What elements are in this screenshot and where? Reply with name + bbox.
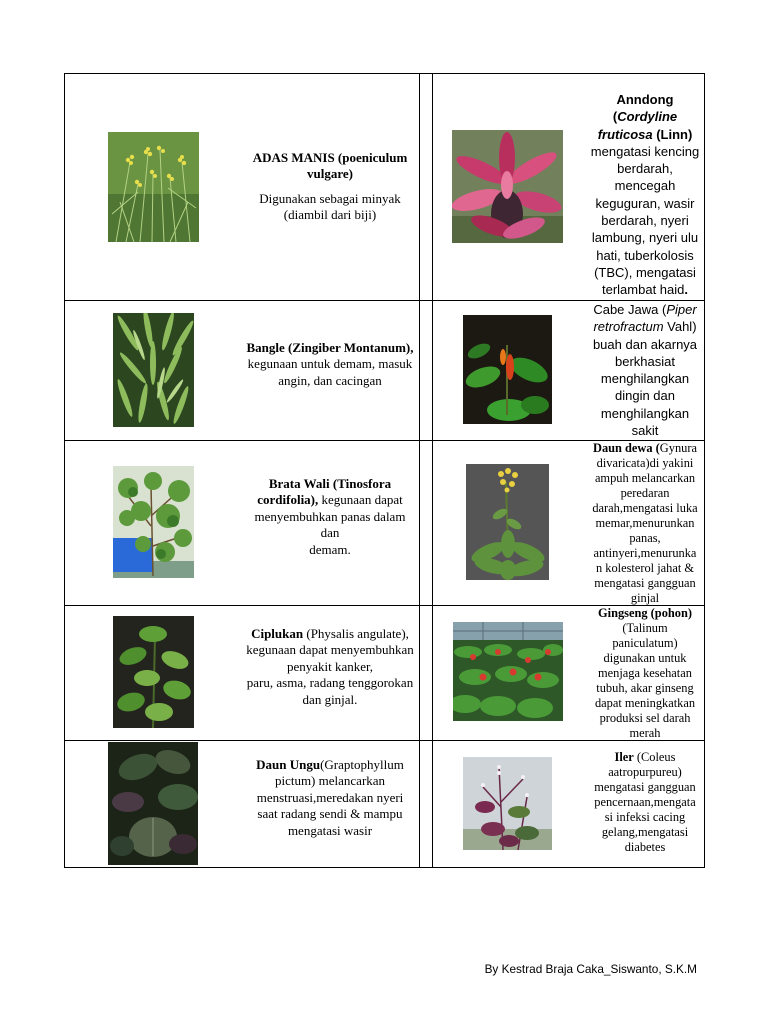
table-border-top: [64, 73, 705, 74]
text-segment: menjaga kesehatan: [598, 666, 692, 680]
text-line: [586, 825, 704, 840]
text-segment: (Physalis angulate),: [303, 626, 409, 641]
text-segment: lambung, nyeri ulu: [591, 230, 699, 246]
text-segment: mengatasi kencing: [590, 143, 700, 159]
text-segment: keguguran, wasir: [595, 195, 695, 211]
text-line: [586, 456, 704, 471]
text-line: [586, 247, 704, 264]
plant-description: [586, 441, 704, 606]
text-line: [586, 696, 704, 711]
text-segment: Gingseng (pohon): [598, 606, 692, 620]
plant-photo-bangle: [113, 313, 194, 427]
text-segment: demam.: [309, 541, 351, 557]
text-segment: mengatasi gangguan: [594, 576, 696, 590]
paragraph: [586, 750, 704, 855]
plant-photo-daun-ungu: [108, 742, 198, 865]
text-segment: retrofractum: [593, 319, 664, 335]
text-line: [586, 108, 704, 125]
text-segment: (Linn): [652, 126, 693, 142]
paragraph: [240, 150, 420, 183]
text-line: [586, 471, 704, 486]
text-line: [240, 509, 420, 525]
text-line: [240, 492, 420, 508]
text-segment: merah: [629, 726, 661, 740]
text-line: [586, 651, 704, 666]
text-line: [586, 765, 704, 780]
text-line: [240, 542, 420, 558]
text-segment: n kolesterol jahat &: [595, 561, 695, 575]
table-border-right: [704, 73, 705, 868]
plant-photo-iler: [463, 757, 552, 850]
table-column-divider: [419, 73, 420, 868]
text-line: [240, 757, 420, 773]
text-line: [240, 340, 420, 356]
text-segment: berkhasiat: [615, 353, 675, 369]
text-segment: paru, asma, radang tenggorokan: [246, 675, 414, 691]
text-line: [240, 692, 420, 708]
text-segment: kegunaan dapat: [318, 492, 403, 508]
text-segment: pencernaan,mengata: [594, 795, 696, 809]
text-line: [586, 561, 704, 576]
text-line: [586, 516, 704, 531]
table-border-left: [64, 73, 65, 868]
text-line: [586, 281, 704, 298]
text-segment: kegunaan untuk demam, masuk: [247, 356, 413, 372]
paragraph: [240, 757, 420, 839]
text-segment: sakit: [631, 423, 659, 439]
text-segment: dapat meningkatkan: [594, 696, 696, 710]
plant-description: [240, 757, 420, 839]
footer-credit: By Kestrad Braja Caka_Siswanto, S.K.M: [484, 962, 697, 976]
text-line: [586, 621, 704, 636]
text-segment: berdarah, nyeri: [601, 213, 689, 229]
text-line: [240, 659, 420, 675]
table-row-divider: [64, 605, 705, 606]
plant-photo-adas-manis: [108, 132, 199, 242]
text-segment: dan ginjal.: [302, 691, 358, 707]
text-line: [586, 606, 704, 621]
text-segment: peredaran: [620, 486, 670, 500]
text-segment: Cordyline: [617, 109, 678, 125]
text-segment: mengatasi gangguan: [594, 780, 696, 794]
plant-description: [240, 150, 420, 224]
text-line: [586, 726, 704, 741]
plant-description: [586, 606, 704, 741]
text-line: [240, 675, 420, 691]
text-line: [586, 795, 704, 810]
text-segment: (diambil dari biji): [283, 207, 377, 223]
text-segment: Iler: [614, 750, 634, 764]
text-line: [586, 501, 704, 516]
paragraph: [586, 91, 704, 299]
plant-description: [586, 750, 704, 855]
paragraph: [240, 191, 420, 224]
text-segment: (Coleus: [633, 750, 676, 764]
text-line: [586, 264, 704, 281]
text-segment: terlambat haid: [601, 282, 685, 298]
text-line: [240, 356, 420, 372]
text-segment: divaricata)di yakini: [596, 456, 694, 470]
paragraph: [240, 340, 420, 389]
plant-description: [240, 476, 420, 558]
text-segment: dan: [320, 525, 340, 541]
paragraph: [240, 476, 420, 558]
text-line: [240, 773, 420, 789]
text-segment: saat radang sendi & mampu: [257, 806, 403, 822]
text-line: [586, 195, 704, 212]
text-segment: mengatasi wasir: [287, 822, 373, 838]
table-column-divider: [432, 73, 433, 868]
table-row-divider: [64, 440, 705, 441]
text-segment: Anndong: [616, 92, 674, 107]
text-line: [586, 229, 704, 246]
plant-photo-daun-dewa: [466, 464, 549, 580]
text-line: [586, 387, 704, 404]
text-line: [240, 150, 420, 166]
text-line: [586, 370, 704, 387]
text-line: [586, 531, 704, 546]
text-segment: Ciplukan: [251, 626, 304, 641]
text-segment: dingin dan: [615, 388, 675, 404]
text-segment: gelang,mengatasi: [601, 825, 689, 839]
text-line: [586, 422, 704, 439]
text-line: [586, 711, 704, 726]
paragraph: [240, 626, 420, 708]
text-segment: Piper: [666, 302, 697, 317]
plant-photo-andong: [452, 130, 563, 243]
text-segment: menstruasi,meredakan nyeri: [256, 789, 404, 805]
table-row-divider: [64, 740, 705, 741]
text-segment: memar,menurunkan: [595, 516, 695, 530]
text-line: [586, 666, 704, 681]
plant-description: [240, 626, 420, 708]
text-line: [586, 576, 704, 591]
text-segment: (Graptophyllum: [320, 757, 404, 772]
text-line: [240, 476, 420, 492]
text-segment: (TBC), mengatasi: [594, 264, 696, 280]
text-line: [586, 681, 704, 696]
plant-description: [586, 91, 704, 299]
text-line: [586, 336, 704, 353]
text-segment: (Talinum: [622, 621, 668, 635]
text-segment: penyakit kanker,: [286, 658, 374, 674]
text-line: [586, 177, 704, 194]
text-segment: menyembuhkan panas dalam: [254, 508, 406, 524]
text-segment: kegunaan dapat menyembuhkan: [246, 642, 414, 658]
text-line: [586, 143, 704, 160]
plant-description: [240, 340, 420, 389]
text-segment: paniculatum): [612, 636, 678, 650]
text-line: [586, 546, 704, 561]
text-line: [586, 405, 704, 422]
text-segment: Digunakan sebagai minyak: [259, 190, 401, 206]
text-line: [586, 441, 704, 456]
text-line: [586, 591, 704, 606]
text-line: [586, 212, 704, 229]
text-segment: panas,: [629, 531, 661, 545]
text-segment: ADAS MANIS (poeniculum: [252, 150, 408, 165]
paragraph: [586, 301, 704, 439]
table-row-divider: [64, 300, 705, 301]
text-line: [586, 126, 704, 143]
text-line: [240, 207, 420, 223]
text-line: [240, 373, 420, 389]
text-segment: Bangle (Zingiber Montanum),: [246, 340, 414, 355]
text-segment: Daun Ungu: [256, 757, 321, 772]
table-border-bottom: [64, 867, 705, 868]
text-segment: (: [612, 109, 618, 125]
text-segment: angin, dan cacingan: [278, 372, 382, 388]
paragraph: [586, 606, 704, 741]
text-segment: Daun dewa (: [593, 441, 660, 455]
text-line: [240, 823, 420, 839]
text-segment: menghilangkan: [600, 405, 690, 421]
text-segment: aatropurpureu): [608, 765, 682, 779]
text-segment: Vahl): [663, 319, 697, 335]
text-segment: berdarah,: [617, 161, 673, 177]
text-line: [586, 780, 704, 795]
text-line: [240, 525, 420, 541]
text-segment: si infeksi cacing: [604, 810, 686, 824]
text-line: [586, 840, 704, 855]
text-line: [586, 810, 704, 825]
text-segment: ginjal: [630, 591, 660, 605]
plant-photo-brata-wali: [113, 466, 194, 578]
text-line: [586, 750, 704, 765]
text-segment: darah,mengatasi luka: [592, 501, 698, 515]
text-segment: Gynura: [659, 441, 697, 455]
plant-description: [586, 301, 704, 439]
text-line: [240, 191, 420, 207]
text-line: [586, 160, 704, 177]
text-segment: antinyeri,menurunka: [593, 546, 697, 560]
text-segment: fruticosa: [597, 126, 653, 142]
text-segment: menghilangkan: [600, 371, 690, 387]
text-line: [240, 806, 420, 822]
text-segment: hati, tuberkolosis: [596, 247, 694, 263]
plant-photo-cabe-jawa: [463, 315, 552, 424]
text-line: [240, 626, 420, 642]
plant-photo-gingseng: [453, 622, 563, 721]
text-segment: vulgare): [307, 166, 353, 182]
text-line: [240, 642, 420, 658]
text-segment: cordifolia),: [257, 492, 319, 508]
text-segment: tubuh, akar ginseng: [596, 681, 694, 695]
text-line: [240, 790, 420, 806]
text-line: [586, 91, 704, 108]
text-line: [586, 301, 704, 318]
text-line: [240, 166, 420, 182]
text-segment: .: [684, 282, 688, 298]
text-line: [586, 318, 704, 335]
text-segment: pictum) melancarkan: [274, 773, 386, 789]
plant-photo-ciplukan: [113, 616, 194, 728]
text-segment: mencegah: [614, 178, 676, 194]
text-segment: Cabe Jawa (: [593, 302, 667, 317]
text-segment: digunakan untuk: [603, 651, 687, 665]
text-line: [586, 353, 704, 370]
text-segment: diabetes: [624, 840, 666, 854]
text-segment: ampuh melancarkan: [594, 471, 696, 485]
text-line: [586, 486, 704, 501]
text-segment: produksi sel darah: [599, 711, 691, 725]
text-line: [586, 636, 704, 651]
paragraph: [586, 441, 704, 606]
text-segment: buah dan akarnya: [592, 336, 698, 352]
text-segment: Brata Wali (Tinosfora: [268, 476, 392, 491]
